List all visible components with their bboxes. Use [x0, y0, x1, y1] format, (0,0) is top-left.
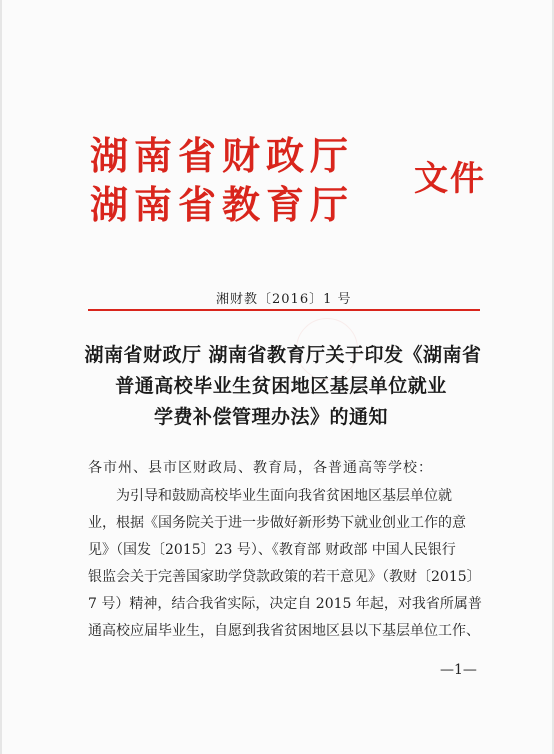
body-line: 见》（国发〔2015〕23 号）、《教育部 财政部 中国人民银行 [88, 542, 456, 558]
notice-title-line-1: 湖南省财政厅 湖南省教育厅关于印发《湖南省 [84, 344, 482, 366]
body-line: 通高校应届毕业生，自愿到我省贫困地区县以下基层单位工作、 [88, 623, 480, 639]
body-line: 为引导和鼓励高校毕业生面向我省贫困地区基层单位就 [116, 488, 452, 504]
page-number: —1— [440, 662, 477, 678]
document-number: 湘财教〔2016〕1 号 [216, 292, 352, 307]
notice-title-line-2: 普通高校毕业生贫困地区基层单位就业 [115, 375, 447, 397]
body-paragraph [88, 483, 480, 645]
salutation: 各市州、县市区财政局、教育局，各普通高等学校： [88, 460, 433, 476]
issuer-finance-department: 湖南省财政厅 [90, 133, 355, 178]
document-type-label: 文件 [414, 159, 486, 199]
notice-title-line-3: 学费补偿管理办法》的通知 [153, 406, 388, 428]
red-separator-rule [88, 309, 480, 311]
body-line: 业，根据《国务院关于进一步做好新形势下就业创业工作的意 [88, 515, 466, 531]
body-line: 银监会关于完善国家助学贷款政策的若干意见》（教财〔2015〕 [88, 569, 481, 585]
body-line: 7 号）精神，结合我省实际，决定自 2015 年起，对我省所属普 [88, 596, 482, 612]
issuer-education-department: 湖南省教育厅 [90, 182, 355, 227]
